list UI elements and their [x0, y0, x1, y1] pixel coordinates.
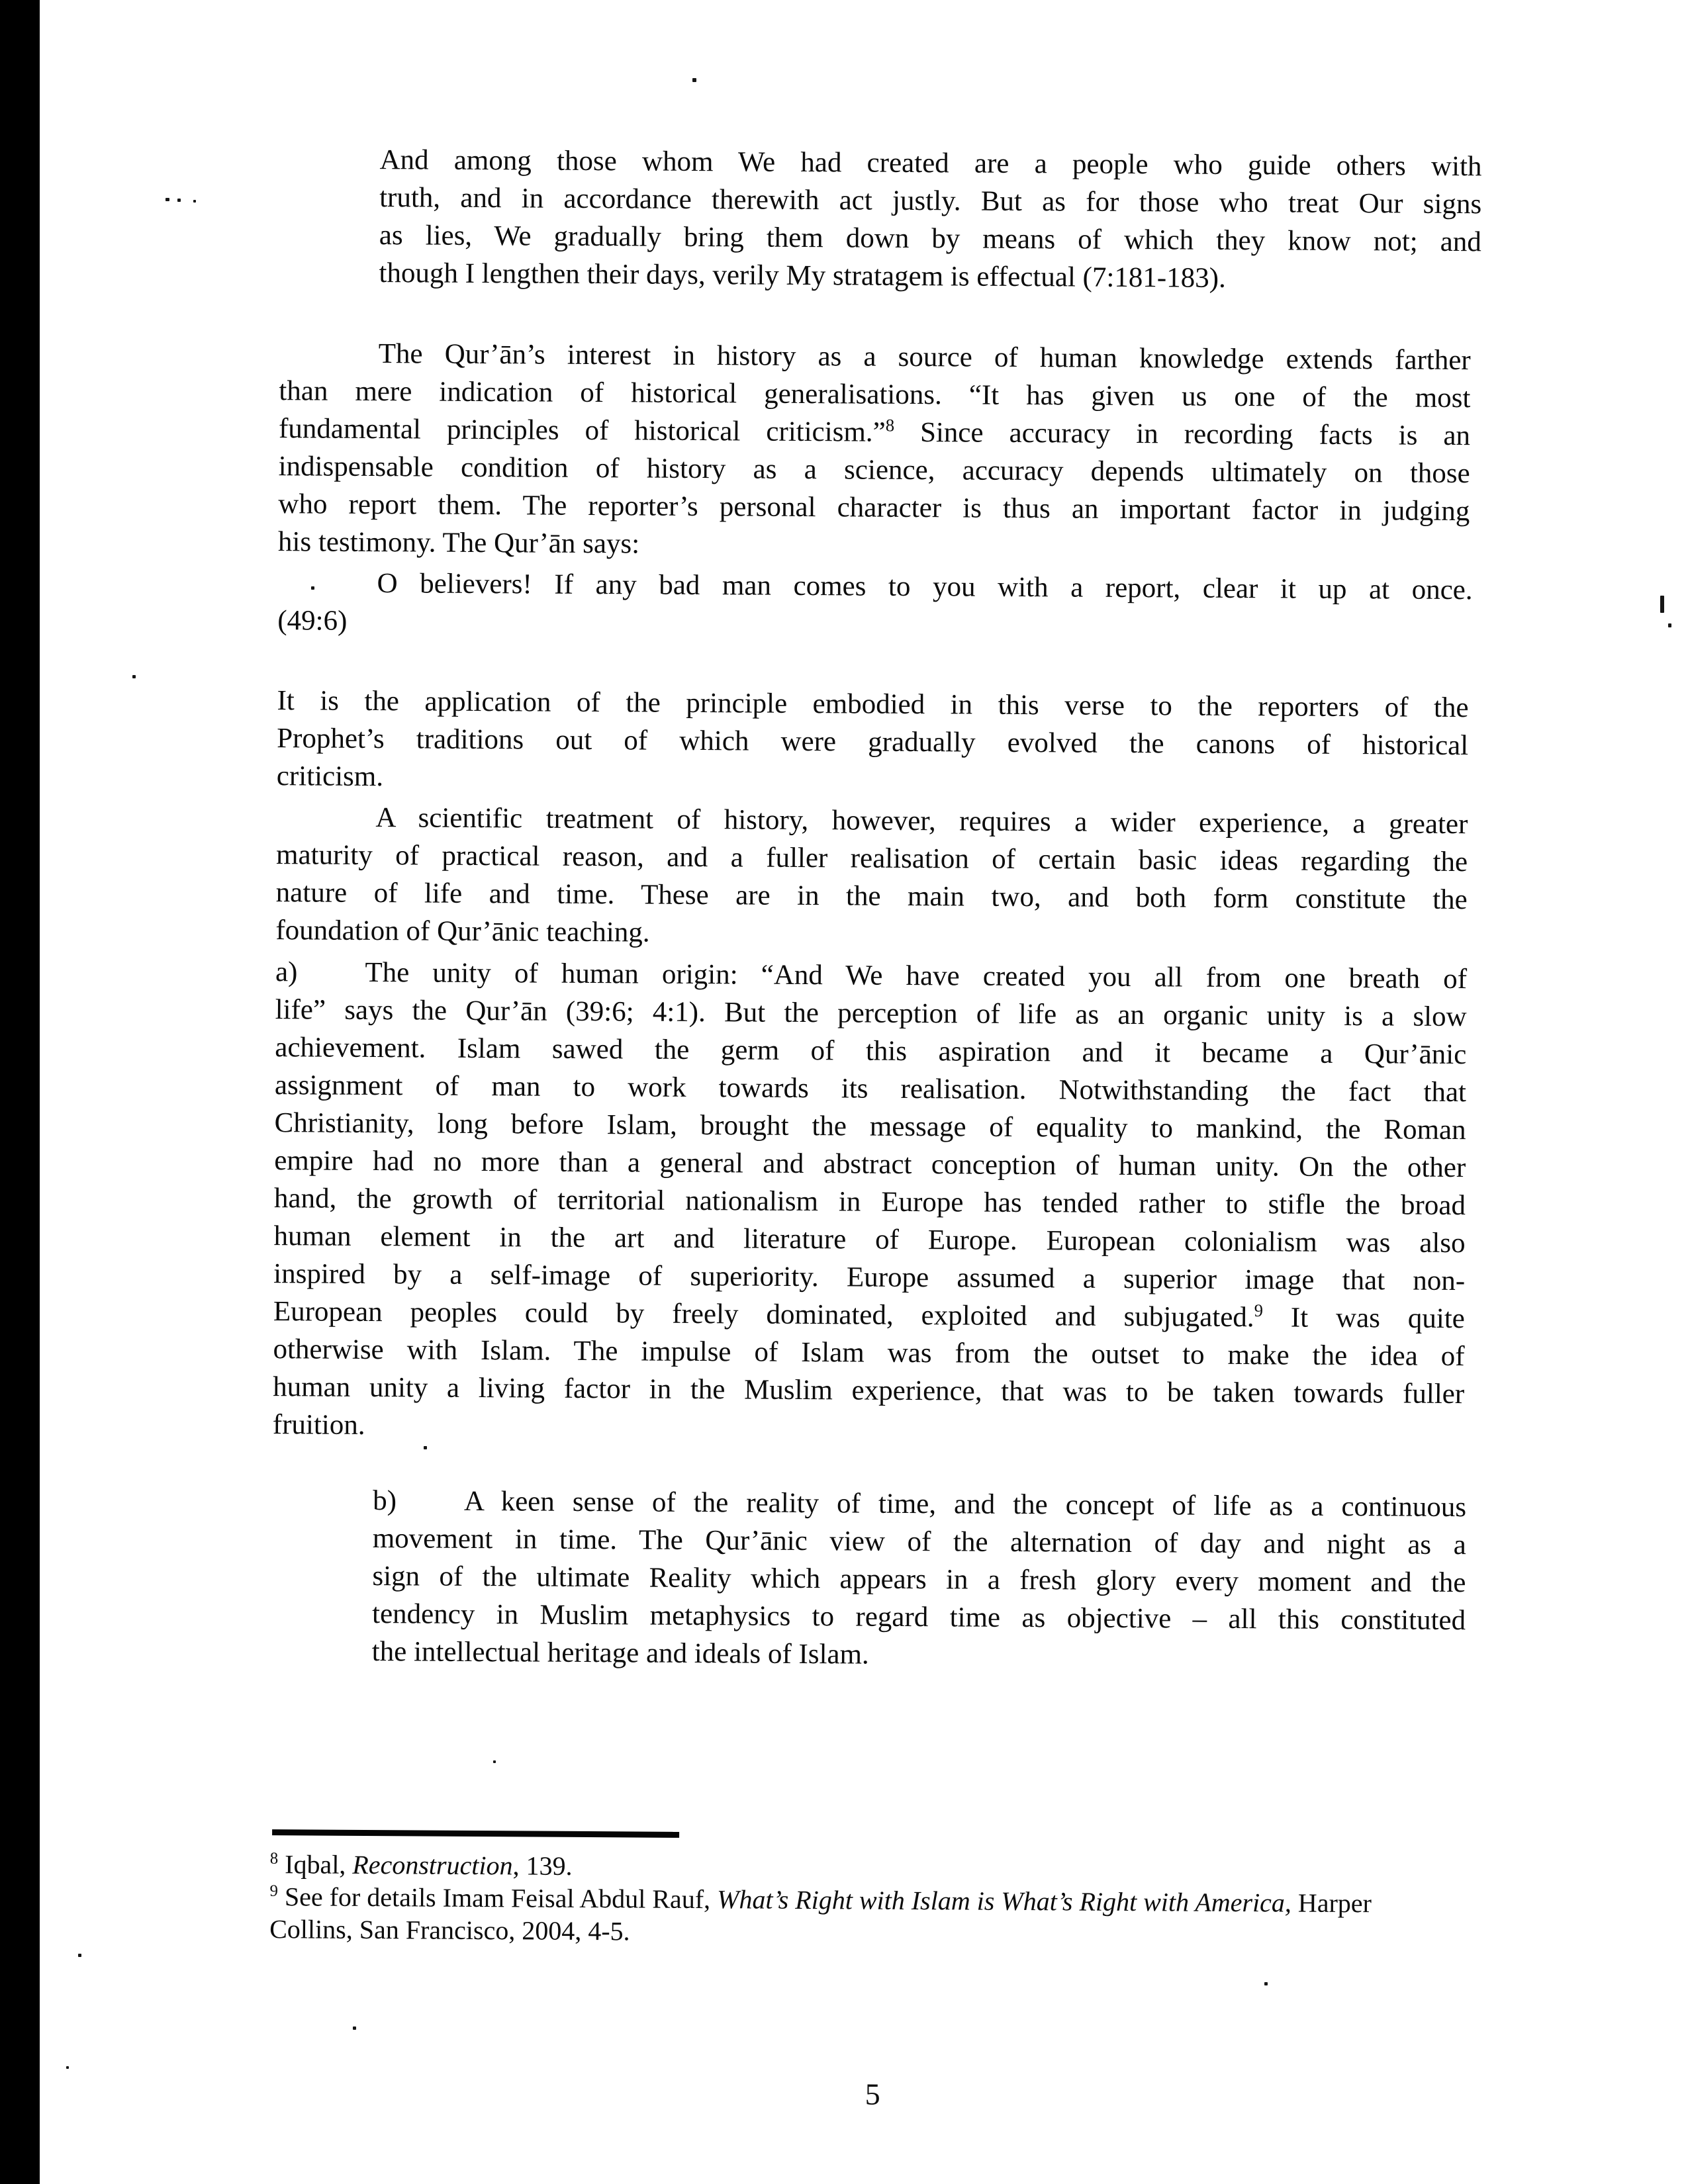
text-line: b) A keen sense of the reality of time, and the concept of life as a continuous [373, 1485, 1467, 1524]
footnote-ref: 9 [269, 1882, 279, 1900]
paragraph-b-reality-of-time [372, 1482, 1467, 1677]
scan-speck [177, 199, 181, 202]
text-line: (49:6) [277, 605, 348, 637]
scan-speck [493, 1760, 496, 1763]
blockquote-quran-7-181-183 [379, 141, 1481, 298]
paragraph-scientific-treatment [275, 798, 1468, 956]
text-line: achievement. Islam sawed the germ of this aspiration and it became a Qur’ānic [275, 1032, 1467, 1071]
italic-title: What’s Right with Islam is What’s Right with America, [716, 1884, 1292, 1918]
tab-indent [276, 826, 375, 827]
text-line: And among those whom We had created are a people who guide others with [379, 144, 1482, 183]
text-line: truth, and in accordance therewith act justly. But as for those who treat Our signs [379, 182, 1482, 220]
scan-speck [1264, 1982, 1268, 1985]
italic-title: Reconstruction [352, 1849, 513, 1881]
text-line: movement in time. The Qur’ānic view of the alternation of day and night as a [372, 1523, 1466, 1561]
text-line: nature of life and time. These are in the main two, and both form constitute the [275, 877, 1468, 916]
scan-speck [66, 2066, 69, 2069]
text-line: life” says the Qur’ān (39:6; 4:1). But the perception of life as an organic unity is a slow [275, 994, 1467, 1033]
text-line: empire had no more than a general and abstract conception of human unity. On the other [274, 1145, 1466, 1184]
text-line: as lies, We gradually bring them down by means of which they know not; and [379, 220, 1481, 258]
text-line: the intellectual heritage and ideals of Islam. [371, 1636, 869, 1670]
footnote-ref: 8 [269, 1849, 279, 1868]
text-line: who report them. The reporter’s personal character is thus an important factor in judging [278, 488, 1470, 527]
text-line: maturity of practical reason, and a fuller realisation of certain basic ideas regarding the [275, 839, 1468, 878]
scan-speck [424, 1446, 427, 1449]
paragraph-quran-interest-in-history [278, 334, 1471, 568]
paragraph-application-of-principle [277, 682, 1469, 802]
footnotes [269, 1848, 1468, 1952]
text-line: a) The unity of human origin: “And We have created you all from one breath of [275, 956, 1468, 995]
text-line: human unity a living factor in the Muslim experience, that was to be taken towards fuller [273, 1371, 1465, 1410]
footnote-separator-rule [272, 1829, 679, 1838]
text-line: criticism. [276, 760, 384, 793]
text-line: though I lengthen their days, verily My stratagem is effectual (7:181-183). [379, 257, 1226, 294]
text-line: O believers! If any bad man comes to you with a report, clear it up at once. [377, 568, 1473, 606]
text-line: than mere indication of historical generalisations. “It has given us one of the most [279, 375, 1471, 414]
text-line: $^9$ See for details Imam Feisal Abdul Rauf, What’s Right with Islam is What’s Right with America, Harper [269, 1882, 1372, 1919]
text-line: Prophet’s traditions out of which were gradually evolved the canons of historical [277, 723, 1469, 762]
text-line: The Qur’ān’s interest in history as a source of human knowledge extends farther [378, 338, 1471, 377]
blockquote-quran-49-6 [277, 564, 1473, 647]
text-line: fundamental principles of historical criticism.”$^8$ Since accuracy in recording facts is an [278, 413, 1471, 452]
text-line: $^8$ Iqbal, Reconstruction, 139. [269, 1849, 573, 1881]
scan-speck [165, 198, 169, 201]
scan-speck [311, 586, 314, 590]
text-line: A scientific treatment of history, however, requires a wider experience, a greater [375, 802, 1468, 841]
page-number: 5 [865, 2077, 880, 2111]
footnote-ref: 9 [1254, 1300, 1264, 1320]
text-line: tendency in Muslim metaphysics to regard time as objective – all this constituted [371, 1598, 1466, 1637]
text-line: sign of the ultimate Reality which appears in a fresh glory every moment and the [372, 1561, 1466, 1599]
tab-indent [279, 362, 379, 363]
text-line: fruition. [272, 1409, 365, 1441]
text-line: otherwise with Islam. The impulse of Islam was from the outset to make the idea of [273, 1334, 1465, 1373]
scan-speck [353, 2026, 356, 2030]
text-line: his testimony. The Qur’ān says: [277, 526, 640, 560]
text-line: European peoples could by freely dominated, exploited and subjugated.$^9$ It was quite [273, 1296, 1466, 1335]
footnote-ref: 8 [885, 415, 895, 435]
scan-speck [132, 675, 136, 678]
text-line: foundation of Qur’ānic teaching. [275, 915, 650, 948]
text-line: Collins, San Francisco, 2004, 4-5. [269, 1914, 630, 1946]
text-line: hand, the growth of territorial nationalism in Europe has tended rather to stifle the broad [273, 1183, 1466, 1222]
text-line: inspired by a self-image of superiority. Europe assumed a superior image that non- [273, 1258, 1466, 1297]
paragraph-a-unity-of-human-origin [273, 953, 1467, 1451]
text-line: human element in the art and literature of Europe. European colonialism was also [273, 1220, 1466, 1259]
text-line: assignment of man to work towards its realisation. Notwithstanding the fact that [274, 1069, 1467, 1109]
text-line: It is the application of the principle embodied in this verse to the reporters of the [277, 685, 1469, 724]
scan-speck [1668, 623, 1671, 627]
scan-speck [1660, 596, 1664, 613]
scan-speck [78, 1954, 81, 1957]
text-line: Christianity, long before Islam, brought the message of equality to mankind, the Roman [274, 1107, 1466, 1146]
text-line: indispensable condition of history as a science, accuracy depends ultimately on those [278, 451, 1470, 490]
scan-speck [692, 78, 696, 82]
scan-speck [193, 200, 196, 203]
